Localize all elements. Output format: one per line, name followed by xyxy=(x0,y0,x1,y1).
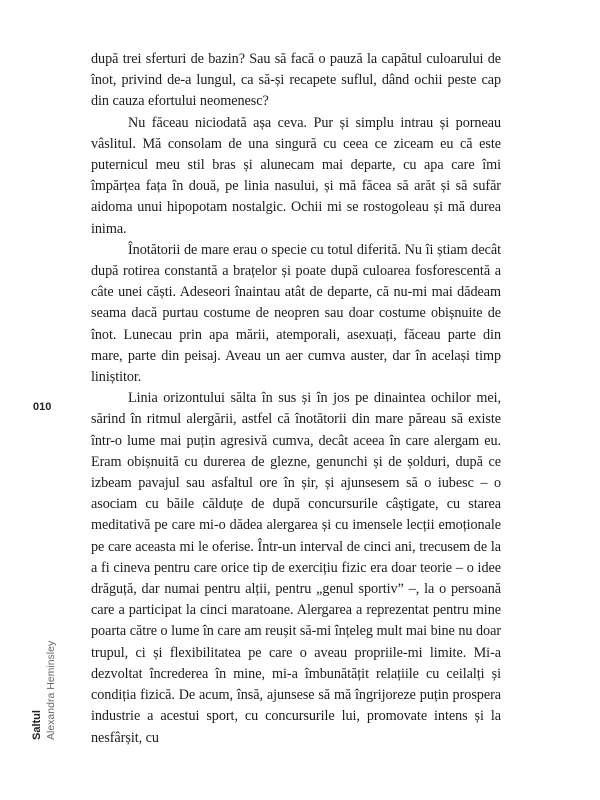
author-name: Alexandra Heminsley xyxy=(45,640,57,740)
page-number: 010 xyxy=(33,401,52,413)
paragraph: după trei sferturi de bazin? Sau să facă o pauză la capătul culoarului de înot, privind de-a lungul, ca să-și recapete suflul, dând ochii peste cap din cauza efortului neomenesc? xyxy=(91,51,501,110)
running-footer xyxy=(30,641,58,740)
paragraph: Nu făceau niciodată așa ceva. Pur și simplu intrau și porneau vâslitul. Mă consolam de una singură cu ceea ce ziceam eu că este puternicul meu stil bras și alunecam mai departe, cu apa care îmi împărțea fața în două, pe linia nasului, și mă făcea să arăt și să sufăr aidoma unui hipopotam nostalgic. Ochii mi se rostogoleau și mă durea inima. xyxy=(91,114,501,237)
body-text xyxy=(91,49,501,749)
book-title: Saltul xyxy=(31,710,43,740)
paragraph: Înotătorii de mare erau o specie cu totul diferită. Nu îi știam decât după rotirea constantă a brațelor și poate după culoarea fosforescentă a câte unei căști. Adeseori înaintau atât de departe, că nu-mi mai dădeam seama dacă purtau costume de neopren sau doar costume obișnuite de înot. Lunecau prin apa mării, atemporali, asexuați, făceau parte din mare, parte din peisaj. Aveau un aer cumva auster, dar în același timp liniștitor. xyxy=(91,241,501,386)
paragraph: Linia orizontului sălta în sus și în jos pe dinaintea ochilor mei, sărind în ritmul alergării, astfel că înotătorii din mare păreau să existe într-o lume mai puțin agresivă cumva, decât aceea în care alergam eu. Eram obișnuită cu durerea de glezne, genunchi și de șolduri, după ce izbeam pavajul sau asfaltul ore în șir, și ajunsesem să o iubesc – o asociam cu băile călduțe de după concursurile câștigate, cu starea meditativă pe care mi-o dădea alergarea și cu imensele lecții emoționale pe care aceasta mi le oferise. Într-un interval de cinci ani, trecusem de la a fi cineva pentru care orice tip de exercițiu fizic era doar teorie – o idee drăguță, dar numai pentru alții, pentru „genul sportiv” –, la o persoană care a participat la cinci maratoane. Alergarea a reprezentat pentru mine poarta către o lume în care am reușit să-mi înțeleg mult mai bine nu doar trupul, ci și flexibilitatea pe care o aveau propriile-mi limite. Mi-a dezvoltat încrederea în mine, mi-a îmbunătățit relațiile cu ceilalți și condiția fizică. De acum, însă, ajunsese să mă îngrijoreze puțin prospera industrie a acestui sport, cu concursurile lui, promovate intens și la nesfârșit, cu xyxy=(91,390,501,746)
